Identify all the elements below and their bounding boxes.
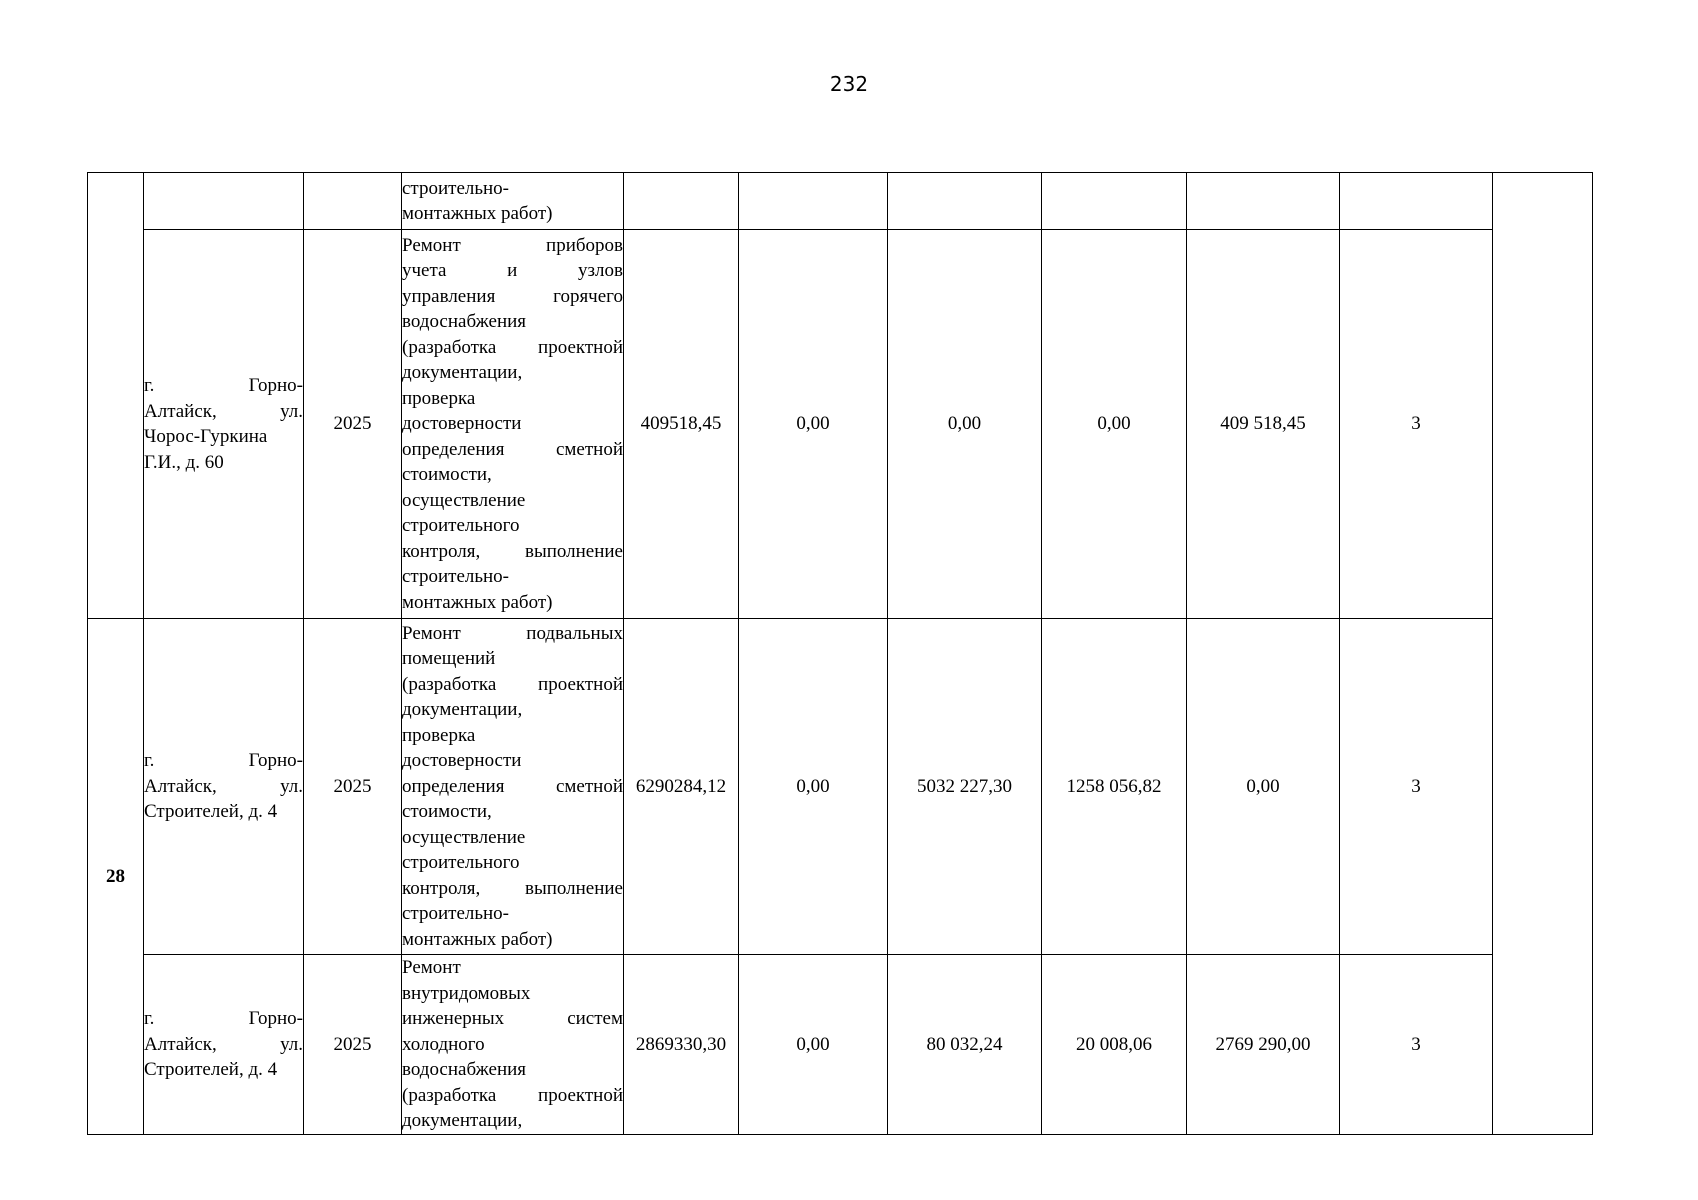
- work-line: строительно-: [402, 177, 510, 199]
- work-description-cell: Ремонт подвальных помещений (разработка проектной документации, проверка достоверности определения сметной стоимости, осуществление строительного контроля, выполнение строительно- монтажных работ): [402, 619, 624, 955]
- table-row: [88, 230, 1593, 619]
- owners-cell: 0,00: [1187, 619, 1340, 955]
- fund-cell: 0,00: [739, 230, 888, 619]
- method-cell: 3: [1340, 619, 1493, 955]
- owners-cell: [1187, 173, 1340, 230]
- local-cell: 1258 056,82: [1042, 619, 1187, 955]
- fund-cell: 0,00: [739, 619, 888, 955]
- regional-cell: 5032 227,30: [888, 619, 1042, 955]
- row-index-cell: [88, 173, 144, 619]
- work-description-cell: [402, 173, 624, 230]
- page-number: 232: [829, 72, 869, 96]
- address-cell: г. Горно- Алтайск, ул. Строителей, д. 4: [144, 619, 304, 955]
- table-row: [88, 173, 1593, 230]
- address-cell: [144, 173, 304, 230]
- fund-cell: [739, 173, 888, 230]
- method-cell: 3: [1340, 230, 1493, 619]
- table-row: [88, 619, 1593, 955]
- method-cell: [1340, 173, 1493, 230]
- fund-cell: 0,00: [739, 955, 888, 1135]
- regional-cell: [888, 173, 1042, 230]
- total-cell: 6290284,12: [624, 619, 739, 955]
- year-cell: 2025: [304, 619, 402, 955]
- year-cell: 2025: [304, 955, 402, 1135]
- regional-cell: 0,00: [888, 230, 1042, 619]
- local-cell: 0,00: [1042, 230, 1187, 619]
- work-description-cell: Ремонт внутридомовых инженерных систем холодного водоснабжения (разработка проектной документации,: [402, 955, 624, 1135]
- total-cell: 409518,45: [624, 230, 739, 619]
- total-cell: [624, 173, 739, 230]
- owners-cell: 2769 290,00: [1187, 955, 1340, 1135]
- local-cell: 20 008,06: [1042, 955, 1187, 1135]
- last-column-cell: [1493, 173, 1593, 1135]
- row-index-cell: 28: [88, 619, 144, 1135]
- table-row: [88, 955, 1593, 1135]
- work-line: монтажных работ): [402, 203, 553, 224]
- address-cell: г. Горно- Алтайск, ул. Чорос-Гуркина Г.И., д. 60: [144, 230, 304, 619]
- year-cell: 2025: [304, 230, 402, 619]
- method-cell: 3: [1340, 955, 1493, 1135]
- work-description-cell: Ремонт приборов учета и узлов управления горячего водоснабжения (разработка проектной документации, проверка достоверности определения сметной стоимости, осуществление строительного контроля, выполнение строительно- монтажных работ): [402, 230, 624, 619]
- regional-cell: 80 032,24: [888, 955, 1042, 1135]
- local-cell: [1042, 173, 1187, 230]
- address-cell: г. Горно- Алтайск, ул. Строителей, д. 4: [144, 955, 304, 1135]
- owners-cell: 409 518,45: [1187, 230, 1340, 619]
- year-cell: [304, 173, 402, 230]
- total-cell: 2869330,30: [624, 955, 739, 1135]
- works-table: [87, 172, 1593, 1135]
